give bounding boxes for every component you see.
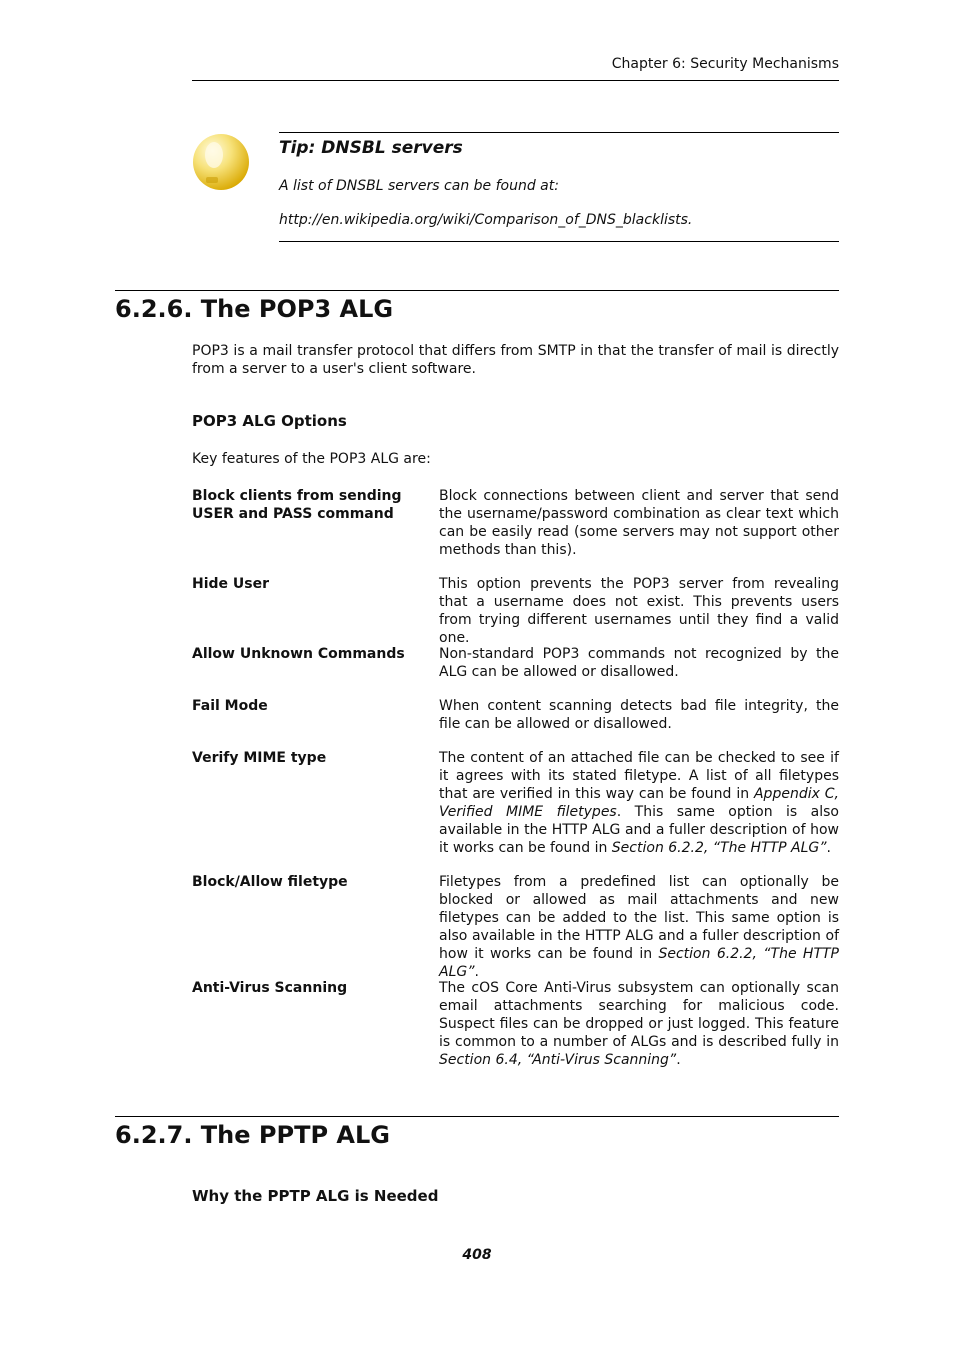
cross-reference-link[interactable]: Section 6.2.2, “The HTTP ALG”	[611, 840, 827, 856]
tip-link[interactable]: http://en.wikipedia.org/wiki/Comparison_of_DNS_blacklists.	[279, 212, 693, 228]
option-description: Non-standard POP3 commands not recognized by the ALG can be allowed or disallowed.	[439, 646, 839, 680]
cross-reference-link[interactable]: Section 6.4, “Anti-Virus Scanning”	[439, 1052, 677, 1068]
tip-text: A list of DNSBL servers can be found at:	[279, 178, 559, 194]
option-description: When content scanning detects bad file integrity, the file can be allowed or disallowed.	[439, 698, 839, 732]
lightbulb-icon	[192, 133, 250, 191]
section-divider	[115, 290, 839, 291]
option-term: Hide User	[192, 576, 270, 592]
cross-reference-link[interactable]: Appendix C, Verified MIME filetypes	[439, 786, 839, 820]
option-term: Block/Allow filetype	[192, 874, 348, 890]
header-divider	[192, 80, 839, 81]
option-term: Allow Unknown Commands	[192, 646, 405, 662]
option-term: Verify MIME type	[192, 750, 327, 766]
subheading-why-pptp: Why the PPTP ALG is Needed	[192, 1187, 439, 1205]
option-description: This option prevents the POP3 server from revealing that a username does not exist. This prevents users from trying different usernames until they find a valid one.	[439, 576, 839, 646]
paragraph-intro: POP3 is a mail transfer protocol that differs from SMTP in that the transfer of mail is directly from a server to a user's client software.	[192, 343, 839, 377]
running-header: Chapter 6: Security Mechanisms	[611, 56, 839, 72]
tip-divider-bottom	[279, 241, 839, 242]
section-title-pop3: 6.2.6. The POP3 ALG	[115, 295, 394, 323]
option-description: The content of an attached file can be checked to see if it agrees with its stated filetype. A list of all filetypes that are verified in this way can be found in Appendix C, Verified MIME filetypes. This same option is also available in the HTTP ALG and a fuller description of how it works can be found in Section 6.2.2, “The HTTP ALG”.	[439, 750, 839, 856]
tip-title: Tip: DNSBL servers	[279, 138, 463, 158]
paragraph-lead: Key features of the POP3 ALG are:	[192, 451, 431, 467]
option-description: Block connections between client and server that send the username/password combination as clear text which can be easily read (some servers may not support other methods than this).	[439, 488, 839, 558]
tip-divider-top	[279, 132, 839, 133]
subheading-pop3-options: POP3 ALG Options	[192, 412, 347, 430]
option-term: Block clients from sending USER and PASS command	[192, 488, 402, 522]
page-number: 408	[462, 1247, 492, 1263]
option-term: Fail Mode	[192, 698, 268, 714]
option-description: Filetypes from a predefined list can optionally be blocked or allowed as mail attachments and new filetypes can be added to the list. This same option is also available in the HTTP ALG and a fuller description of how it works can be found in Section 6.2.2, “The HTTP ALG”.	[439, 874, 839, 980]
option-description: The cOS Core Anti-Virus subsystem can optionally scan email attachments searching for malicious code. Suspect files can be dropped or just logged. This feature is common to a number of ALGs and is described fully in Section 6.4, “Anti-Virus Scanning”.	[439, 980, 839, 1068]
cross-reference-link[interactable]: Section 6.2.2, “The HTTP ALG”	[439, 946, 839, 980]
section-divider	[115, 1116, 839, 1117]
option-term: Anti-Virus Scanning	[192, 980, 348, 996]
section-title-pptp: 6.2.7. The PPTP ALG	[115, 1121, 390, 1149]
